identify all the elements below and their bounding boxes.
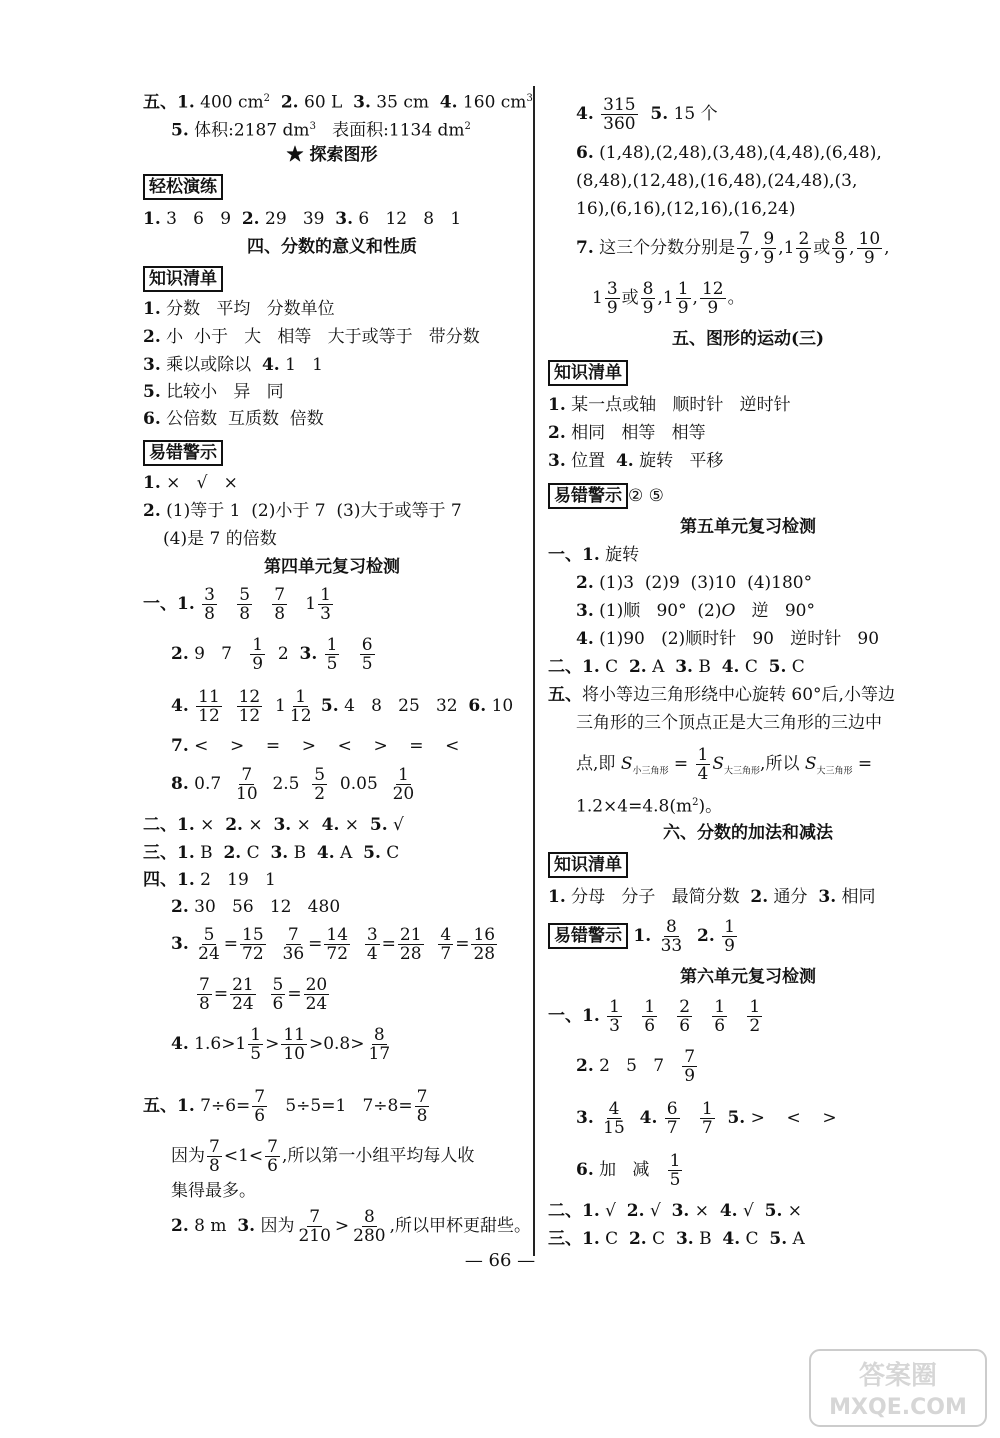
answer-line: $1.2\times 4=4.8(m^2)$。 — [576, 796, 723, 817]
watermark-logo — [808, 1348, 988, 1428]
answer-line: 2. (1)3 (2)9 (3)10 (4)180° — [576, 573, 813, 593]
answer-line: 4. $\frac{315}{360}$ 5. 15 个 — [576, 95, 718, 134]
answer-line: 3. 乘以或除以 4. 1 1 — [143, 355, 323, 375]
answer-line: 五、1. 7÷6= $\frac{7}{6}$ 5÷5=1 7÷8= $\frac{7}{8}$ — [143, 1087, 428, 1126]
answer-line: 7. < > = > < > = < — [171, 736, 460, 756]
answer-line: 易错警示 1. $\frac{8}{33}$ 2. $\frac{1}{9}$ — [548, 916, 739, 956]
section-box: 易错警示 ② ⑤ — [548, 483, 664, 509]
section-title: 四、分数的意义和性质 — [247, 237, 417, 257]
answer-line: 2. (1)等于 1 (2)小于 7 (3)大于或等于 7 — [143, 501, 462, 521]
answer-line: 二、1. √ 2. √ 3. × 4. √ 5. × — [548, 1201, 803, 1221]
section-title: ★ 探索图形 — [286, 145, 378, 165]
answer-line: 一、1. 旋转 — [548, 545, 640, 565]
answer-line: 1. × √ × — [143, 473, 238, 493]
answer-line: 2. 30 56 12 480 — [171, 897, 341, 917]
section-title: 五、图形的运动(三) — [671, 329, 825, 349]
answer-line: (4)是 7 的倍数 — [163, 529, 277, 549]
answer-line: 2. 相同 相等 相等 — [548, 423, 706, 443]
section-title: 第五单元复习检测 — [680, 517, 816, 537]
answer-line: 二、1. C 2. A 3. B 4. C 5. C — [548, 657, 805, 677]
section-box: 易错警示 — [143, 440, 223, 466]
answer-line: 五、将小等边三角形绕中心旋转 60°后,小等边 — [548, 685, 895, 705]
answer-line: 三、1. B 2. C 3. B 4. A 5. C — [143, 843, 400, 863]
column-divider — [533, 86, 535, 1256]
answer-line: 集得最多。 — [171, 1181, 256, 1201]
answer-line: 7. 这三个分数分别是 $\frac{7}{9}$ , $\frac{9}{9}$ ,1 $\frac{2}{9}$ 或 $\frac{8}{9}$ , $\frac{10}{9}$ , — [576, 229, 890, 268]
answer-line: 6. (1,48),(2,48),(3,48),(4,48),(6,48), — [576, 143, 882, 163]
section-box: 轻松演练 — [143, 174, 223, 200]
answer-line: 5. 比较小 异 同 — [143, 382, 284, 402]
answer-line: 6. 公倍数 互质数 倍数 — [143, 409, 324, 429]
svg-text:MXQE.COM: MXQE.COM — [829, 1395, 967, 1420]
answer-line: 一、1. $\frac{1}{3}$ $\frac{1}{6}$ $\frac{2}{6}$ $\frac{1}{6}$ $\frac{1}{2}$ — [548, 997, 761, 1036]
answer-line: 一、1. $\frac{3}{8}$ $\frac{5}{8}$ $\frac{7}{8}$ 1 $\frac{1}{3}$ — [143, 585, 331, 624]
answer-line: 1. 分母 分子 最简分数 2. 通分 3. 相同 — [548, 887, 876, 907]
answer-line: 3. 位置 4. 旋转 平移 — [548, 451, 724, 471]
answer-line: 五、1. 400 $cm^2$ 2. 60 L 3. 35 cm 4. 160 $cm^3$ — [143, 92, 533, 113]
answer-line: 4. (1)90 (2)顺时针 90 逆时针 90 — [576, 629, 880, 649]
answer-line: 6. 加 减 $\frac{1}{5}$ — [576, 1151, 681, 1190]
answer-line: 3. $\frac{5}{24}$ = $\frac{15}{72}$ $\frac{7}{36}$ = $\frac{14}{72}$ $\frac{3}{4}$ = $\frac{21}{28}$ $\frac{4}{7}$ = $\frac{16}{28}$ — [171, 925, 496, 964]
answer-line: 四、1. 2 19 1 — [143, 870, 276, 890]
answer-line: 1. 某一点或轴 顺时针 逆时针 — [548, 395, 791, 415]
answer-line: 5. 体积:2187 $dm^3$ 表面积:1134 $dm^2$ — [171, 120, 471, 141]
section-title: 六、分数的加法和减法 — [663, 823, 833, 843]
section-title: 第四单元复习检测 — [264, 557, 400, 577]
answer-line: 2. 8 m 3. 因为 $\frac{7}{210}$ > $\frac{8}{280}$ ,所以甲杯更甜些。 — [171, 1207, 532, 1246]
answer-line: 4. 1.6>1 $\frac{1}{5}$ > $\frac{11}{10}$ >0.8> $\frac{8}{17}$ — [171, 1025, 391, 1064]
answer-line: 4. $\frac{11}{12}$ $\frac{12}{12}$ 1 $\frac{1}{12}$ 5. 4 8 25 32 6. 10 — [171, 687, 514, 726]
answer-line: 1. 分数 平均 分数单位 — [143, 299, 335, 319]
answer-line: $\frac{7}{8}$ = $\frac{21}{24}$ $\frac{5}{6}$ = $\frac{20}{24}$ — [199, 975, 328, 1014]
answer-line: 因为 $\frac{7}{8}$ <1< $\frac{7}{6}$ ,所以第一小组平均每人收 — [171, 1137, 475, 1176]
answer-line: 2. 9 7 $\frac{1}{9}$ 2 3. $\frac{1}{5}$ $\frac{6}{5}$ — [171, 635, 373, 674]
section-box: 知识清单 — [143, 266, 223, 292]
answer-line: 8. 0.7 $\frac{7}{10}$ 2.5 $\frac{5}{2}$ 0.05 $\frac{1}{20}$ — [171, 765, 415, 804]
section-box: 知识清单 — [548, 360, 628, 386]
answer-line: 2. 小 小于 大 相等 大于或等于 带分数 — [143, 327, 480, 347]
page-number: — 66 — — [464, 1250, 536, 1271]
section-title: 第六单元复习检测 — [680, 967, 816, 987]
answer-line: 二、1. × 2. × 3. × 4. × 5. √ — [143, 815, 404, 835]
answer-line: 点,即 $S_{小三角形}$ = $\frac{1}{4}$ $S_{大三角形}$,所以 $S_{大三角形}$ = — [576, 745, 873, 784]
answer-line: 三、1. C 2. C 3. B 4. C 5. A — [548, 1229, 805, 1249]
answer-line: 2. 2 5 7 $\frac{7}{9}$ — [576, 1047, 696, 1086]
answer-line: 1 $\frac{3}{9}$ 或 $\frac{8}{9}$ ,1 $\frac{1}{9}$ , $\frac{12}{9}$ 。 — [592, 279, 745, 318]
answer-line: 1. 3 6 9 2. 29 39 3. 6 12 8 1 — [143, 209, 462, 229]
section-box: 知识清单 — [548, 852, 628, 878]
answer-line: 3. (1)顺 90° (2)O 逆 90° — [576, 601, 815, 621]
svg-text:答案圈: 答案圈 — [858, 1361, 938, 1391]
answer-line: (8,48),(12,48),(16,48),(24,48),(3, — [576, 171, 858, 191]
answer-line: 三角形的三个顶点正是大三角形的三边中 — [576, 713, 882, 733]
answer-line: 3. $\frac{4}{15}$ 4. $\frac{6}{7}$ $\frac{1}{7}$ 5. > < > — [576, 1099, 837, 1138]
answer-line: 16),(6,16),(12,16),(16,24) — [576, 199, 796, 219]
